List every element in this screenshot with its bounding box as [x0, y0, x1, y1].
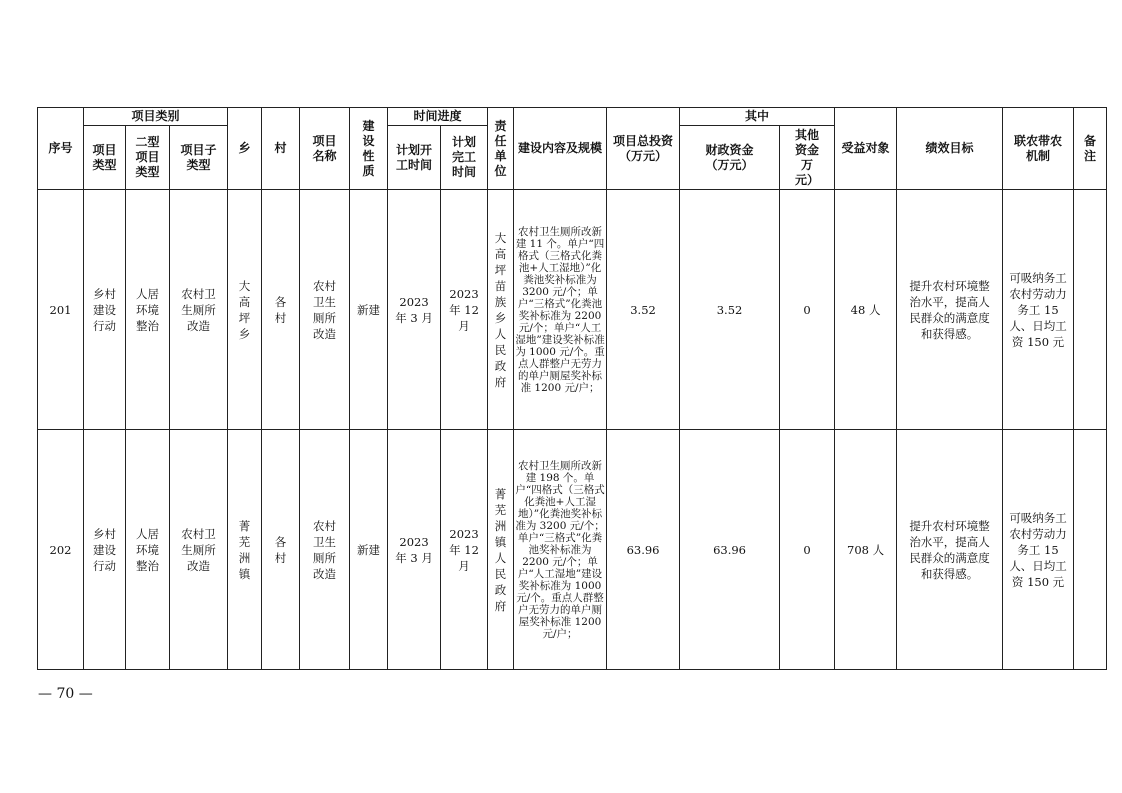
- project-table: [37, 107, 1107, 670]
- header-responsible-text: 责任单位: [494, 118, 507, 178]
- header-mechanism-text: 联农带农机制: [1014, 133, 1063, 163]
- cell-responsible: [488, 430, 514, 670]
- header-project-name: [300, 108, 350, 190]
- cell-project-name-text: 农村卫生厕所改造: [313, 518, 337, 581]
- header-among: 其中: [680, 108, 835, 126]
- cell-cat-sub-text: 农村卫生厕所改造: [181, 526, 216, 573]
- cell-village: [262, 190, 300, 430]
- cell-plan-start-text: 2023 年 3 月: [395, 294, 433, 325]
- cell-performance-text: 提升农村环境整治水平，提高人民群众的满意度和获得感。: [909, 518, 990, 581]
- cell-township: [228, 430, 262, 670]
- header-township: 乡: [228, 108, 262, 190]
- table-row: [38, 430, 1107, 670]
- cell-project-name: [300, 430, 350, 670]
- header-responsible: [488, 108, 514, 190]
- cell-performance: [897, 190, 1003, 430]
- cell-cat-type-text: 乡村建设行动: [93, 526, 116, 573]
- cell-remark: [1074, 430, 1107, 670]
- header-plan-end-text: 计划完工时间: [452, 135, 477, 179]
- cell-plan-start-text: 2023 年 3 月: [395, 534, 433, 565]
- header-other-text: 其他资金万元）: [795, 127, 820, 187]
- header-cat-sub-text: 项目子类型: [180, 142, 217, 172]
- cell-other: 0: [780, 430, 835, 670]
- cell-project-name: [300, 190, 350, 430]
- cell-construction-nature: 新建: [350, 430, 388, 670]
- header-cat-type: [84, 126, 126, 190]
- cell-responsible-text: 菁芜洲镇人民政府: [494, 486, 507, 613]
- cell-responsible-text: 大高坪苗族乡人民政府: [494, 230, 507, 389]
- cell-seq: 201: [38, 190, 84, 430]
- cell-cat-type-text: 乡村建设行动: [93, 286, 116, 333]
- header-other: [780, 126, 835, 190]
- header-category: 项目类别: [84, 108, 228, 126]
- cell-plan-end: [441, 190, 488, 430]
- header-mechanism: [1003, 108, 1074, 190]
- cell-mechanism: [1003, 430, 1074, 670]
- cell-plan-start: [388, 190, 441, 430]
- cell-mechanism: [1003, 190, 1074, 430]
- header-content: [514, 108, 607, 190]
- cell-cat-sub2-text: 人居环境整治: [136, 526, 159, 573]
- cell-township-text: 大高坪乡: [238, 278, 251, 341]
- header-remark-text: 备注: [1084, 133, 1097, 163]
- header-cat-sub2-text: 二型项目类型: [135, 135, 160, 179]
- header-total-invest: [607, 108, 680, 190]
- header-content-text: 建设内容及规模: [518, 141, 603, 155]
- cell-responsible: [488, 190, 514, 430]
- cell-plan-start: [388, 430, 441, 670]
- cell-cat-type: [84, 430, 126, 670]
- cell-total-invest: 63.96: [607, 430, 680, 670]
- cell-township: [228, 190, 262, 430]
- cell-township-text: 菁芜洲镇: [238, 518, 251, 581]
- cell-village-text: 各村: [274, 534, 287, 565]
- cell-remark: [1074, 190, 1107, 430]
- header-schedule: 时间进度: [388, 108, 488, 126]
- header-total-invest-text: 项目总投资（万元）: [613, 133, 674, 163]
- cell-plan-end: [441, 430, 488, 670]
- cell-construction-nature: 新建: [350, 190, 388, 430]
- cell-cat-sub2-text: 人居环境整治: [136, 286, 159, 333]
- cell-village-text: 各村: [274, 294, 287, 325]
- header-cat-sub2: [126, 126, 170, 190]
- cell-performance-text: 提升农村环境整治水平，提高人民群众的满意度和获得感。: [909, 278, 990, 341]
- cell-mechanism-text: 可吸纳务工农村劳动力务工 15 人、日均工资 150 元: [1009, 510, 1067, 589]
- header-plan-end: [441, 126, 488, 190]
- cell-beneficiary: 708 人: [835, 430, 897, 670]
- cell-plan-end-text: 2023 年 12 月: [449, 526, 479, 573]
- header-project-name-text: 项目名称: [312, 133, 337, 163]
- header-seq: 序号: [38, 108, 84, 190]
- cell-plan-end-text: 2023 年 12 月: [449, 286, 479, 333]
- header-cat-sub: [170, 126, 228, 190]
- header-plan-start-text: 计划开工时间: [396, 142, 433, 172]
- header-village: 村: [262, 108, 300, 190]
- cell-village: [262, 430, 300, 670]
- cell-seq: 202: [38, 430, 84, 670]
- cell-cat-sub2: [126, 430, 170, 670]
- cell-content: 农村卫生厕所改新建 11 个。单户“四格式（三格式化粪池+人工湿地）”化粪池奖补标准为 3200 元/个；单户“三格式”化粪池奖补标准为 2200 元/个；单户“人工湿地”建设奖补标准为 1000 元/个。重点人群整户无劳力的单户厕屋奖补标准 1200 元/户；: [514, 190, 607, 430]
- cell-cat-sub: [170, 190, 228, 430]
- cell-mechanism-text: 可吸纳务工农村劳动力务工 15 人、日均工资 150 元: [1009, 270, 1067, 349]
- header-performance: 绩效目标: [897, 108, 1003, 190]
- cell-total-invest: 3.52: [607, 190, 680, 430]
- cell-cat-sub2: [126, 190, 170, 430]
- cell-performance: [897, 430, 1003, 670]
- table-row: [38, 190, 1107, 430]
- header-construction-nature: [350, 108, 388, 190]
- cell-project-name-text: 农村卫生厕所改造: [313, 278, 337, 341]
- cell-cat-type: [84, 190, 126, 430]
- header-beneficiary: 受益对象: [835, 108, 897, 190]
- page-number: — 70 —: [38, 686, 93, 702]
- cell-beneficiary: 48 人: [835, 190, 897, 430]
- cell-other: 0: [780, 190, 835, 430]
- cell-content: 农村卫生厕所改新建 198 个。单户“四格式（三格式化粪池+人工湿地）”化粪池奖补标准为 3200 元/个；单户“三格式”化粪池奖补标准为 2200 元/个；单户“人工湿地”建设奖补标准为 1000 元/个。重点人群整户无劳力的单户厕屋奖补标准 1200 元/户；: [514, 430, 607, 670]
- cell-cat-sub: [170, 430, 228, 670]
- header-remark: [1074, 108, 1107, 190]
- header-cat-type-text: 项目类型: [92, 142, 117, 172]
- cell-fiscal: 3.52: [680, 190, 780, 430]
- header-fiscal: [680, 126, 780, 190]
- cell-cat-sub-text: 农村卫生厕所改造: [181, 286, 216, 333]
- cell-fiscal: 63.96: [680, 430, 780, 670]
- header-fiscal-text: 财政资金（万元）: [705, 142, 754, 172]
- header-plan-start: [388, 126, 441, 190]
- header-construction-nature-text: 建设性质: [362, 118, 375, 178]
